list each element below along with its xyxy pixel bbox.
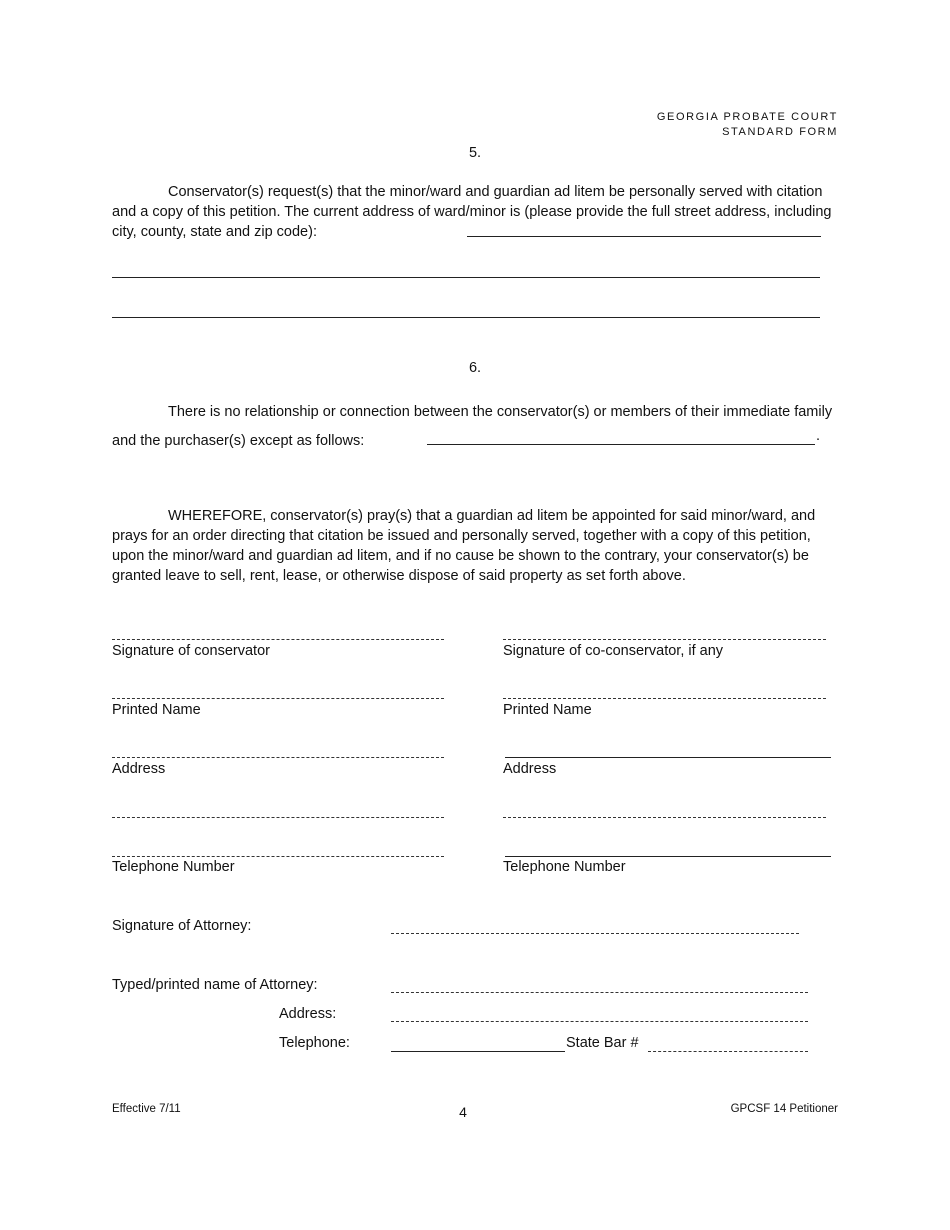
co-conservator-printed-name-label: Printed Name [503,702,592,718]
conservator-address-line-1[interactable] [112,757,444,758]
conservator-address-line-2[interactable] [112,817,444,818]
section-5-paragraph [112,182,834,242]
conservator-telephone-line[interactable] [112,856,444,857]
attorney-name-line[interactable] [391,992,808,993]
state-bar-line[interactable] [648,1051,808,1052]
attorney-signature-label: Signature of Attorney: [112,918,252,934]
section-6-period: . [816,428,821,444]
form-identifier: GPCSF 14 Petitioner [730,1103,838,1115]
co-conservator-address-label: Address [503,761,557,777]
attorney-address-label: Address: [279,1006,337,1022]
conservator-printed-name-label: Printed Name [112,702,201,718]
relationship-exception-line[interactable] [427,444,815,445]
co-conservator-address-line-2[interactable] [503,817,826,818]
co-conservator-signature-label: Signature of co-conservator, if any [503,643,724,659]
section-6-number: 6. [468,360,482,376]
conservator-address-label: Address [112,761,166,777]
section-6-paragraph [112,398,834,456]
conservator-signature-label: Signature of conservator [112,643,270,659]
co-conservator-telephone-label: Telephone Number [503,859,626,875]
conservator-printed-name-line[interactable] [112,698,444,699]
wherefore-text: WHEREFORE, conservator(s) pray(s) that a guardian ad litem be appointed for said minor/ward, and prays for an order directing that citation be issued and personally served, together with a copy of this petition, upon the minor/ward and guardian ad litem, and if no cause be shown to the contrary, your conservator(s) be granted leave to sell, rent, lease, or otherwise dispose of said property as set forth above. [112,508,816,584]
page-number: 4 [459,1104,467,1120]
ward-address-line-1[interactable] [467,236,821,237]
co-conservator-signature-line[interactable] [503,639,826,640]
ward-address-line-3[interactable] [112,317,820,318]
attorney-telephone-label: Telephone: [279,1035,350,1051]
attorney-signature-line[interactable] [391,933,799,934]
ward-address-line-2[interactable] [112,277,820,278]
conservator-telephone-label: Telephone Number [112,859,235,875]
attorney-address-line[interactable] [391,1021,808,1022]
co-conservator-printed-name-line[interactable] [503,698,826,699]
attorney-telephone-line[interactable] [391,1051,565,1052]
court-name: GEORGIA PROBATE COURT [656,111,838,123]
section-6-text: There is no relationship or connection between the conservator(s) or members of their immediate family and the purchaser(s) except as follows: [112,404,833,449]
state-bar-label: State Bar # [566,1035,639,1051]
effective-date: Effective 7/11 [112,1103,181,1115]
co-conservator-address-line-1[interactable] [505,757,831,758]
conservator-signature-line[interactable] [112,639,444,640]
co-conservator-telephone-line[interactable] [505,856,831,857]
form-type: STANDARD FORM [722,126,838,138]
wherefore-paragraph [112,506,834,586]
attorney-name-label: Typed/printed name of Attorney: [112,977,318,993]
section-5-text: Conservator(s) request(s) that the minor/ward and guardian ad litem be personally served with citation and a copy of this petition. The current address of ward/minor is (please provide the full street address, including city, county, state and zip code): [112,184,832,240]
section-5-number: 5. [468,145,482,161]
